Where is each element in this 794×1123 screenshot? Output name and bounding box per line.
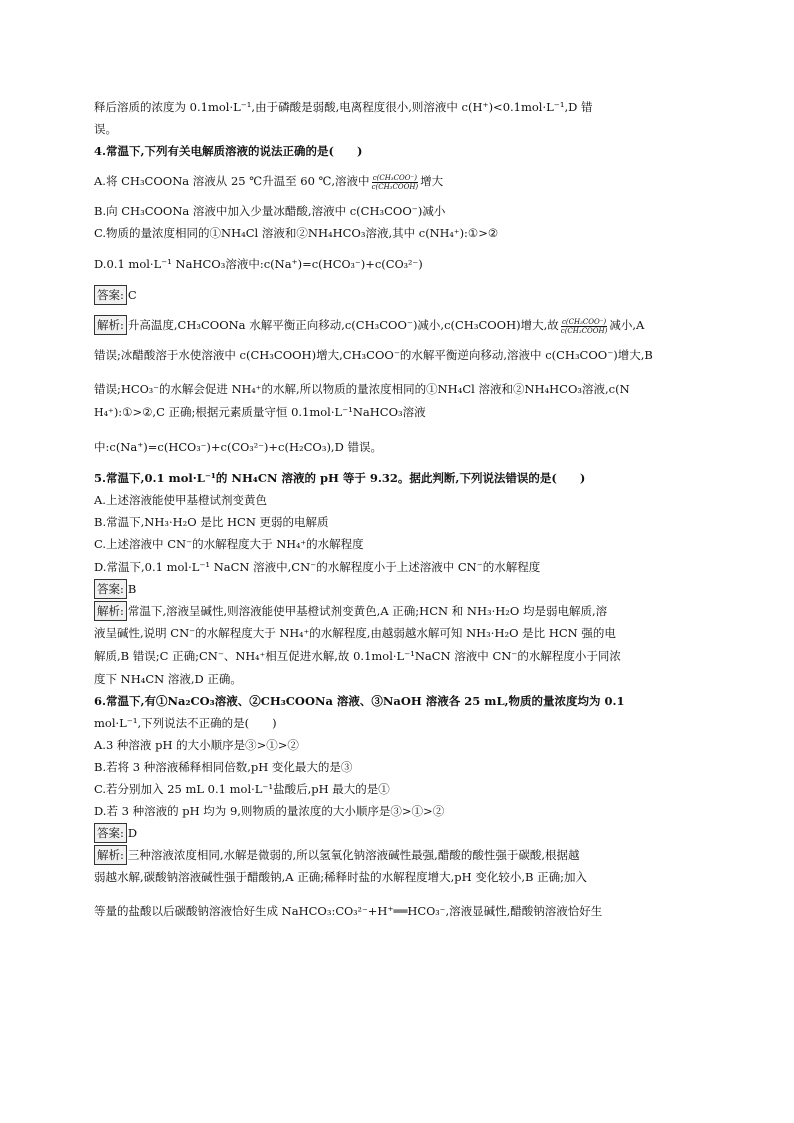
answer-6 [94,822,704,844]
explanation-5-line: 解质,B 错误;C 正确;CN⁻、NH₄⁺相互促进水解,故 0.1mol·L⁻¹NaCN 溶液中 CN⁻的水解程度小于同浓 [94,645,704,668]
answer-label: 答案: [94,823,127,843]
option-5b: B.常温下,NH₃·H₂O 是比 HCN 更弱的电解质 [94,515,329,529]
explanation-6-line: 解析: 三种溶液浓度相同,水解是微弱的,所以氢氧化钠溶液碱性最强,醋酸的酸性强于碳酸,根据越 [94,844,704,866]
option-4a: A.将 CH₃COONa 溶液从 25 ℃升温至 60 ℃,溶液中 $\frac{\text{c(CH₃COO⁻)}}{\text{c(CH₃COOH)}}$ 增大 [94,173,444,191]
answer-value: D [127,826,138,840]
ion-symbol: H₄⁺ [245,650,266,663]
explanation-4-line: 错误;冰醋酸溶于水使溶液中 c(CH₃COOH)增大,CH₃COO⁻的水解平衡逆向移动,溶液中 c(CH₃COO⁻)增大,B [94,348,653,362]
ion-symbol: H₄⁺ [286,538,307,551]
fraction: $\frac{\text{c(CH₃COO⁻)}}{\text{c(CH₃COOH)}}$ [371,173,419,191]
text-line: 释后溶质的浓度为 0.1mol·L⁻¹,由于磷酸是弱酸,电离程度很小,则溶液中 c(H⁺)<0.1mol·L⁻¹,D 错 [94,100,593,114]
option-6d: D.若 3 种溶液的 pH 均为 9,则物质的量浓度的大小顺序是③>①>② [94,804,445,818]
option-6b: B.若将 3 种溶液稀释相同倍数,pH 变化最大的是③ [94,760,353,774]
explanation-5-line: 解析: 常温下,溶液呈碱性,则溶液能使甲基橙试剂变黄色,A 正确;HCN 和 NH₃·H₂O 均是弱电解质,溶 [94,600,704,622]
explanation-4-line: 中:c(Na⁺)=c(HCO₃⁻)+c(CO₃²⁻)+c(H₂CO₃),D 错误。 [94,436,704,459]
question-5: 5.常温下,0.1 mol·L⁻¹的 NH₄CN 溶液的 pH 等于 9.32。据此判断,下列说法错误的是( ) [94,471,586,485]
question-4: 4.常温下,下列有关电解质溶液的说法正确的是( ) [94,144,363,158]
explanation-5-line: 度下 NH₄CN 溶液,D 正确。 [94,672,242,686]
explanation-label: 解析: [94,315,127,335]
option-5c: C.上述溶液中 CN⁻的水解程度大于 NH₄⁺的水解程度 [94,533,704,556]
answer-value: B [127,582,137,596]
question-6-cont: mol·L⁻¹,下列说法不正确的是( ) [94,716,277,730]
ion-symbol: H₄⁺ [94,406,114,419]
answer-label: 答案: [94,579,127,599]
explanation-label: 解析: [94,845,127,865]
answer-label: 答案: [94,285,127,305]
ion-symbol: H₄⁺ [439,227,460,240]
ion-symbol: H₄⁺ [241,383,262,396]
ion-symbol: O₃⁻ [341,258,361,271]
ion-symbol: O₃⁻ [139,383,159,396]
option-4d: D.0.1 mol·L⁻¹ NaHCO₃溶液中:c(Na⁺)=c(HCO₃⁻)+c(CO₃²⁻) [94,253,704,276]
ion-symbol: O₃⁻ [187,441,207,454]
option-6a: A.3 种溶液 pH 的大小顺序是③>①>② [94,738,299,752]
answer-5 [94,578,704,600]
ion-symbol: O₃²⁻ [240,441,264,454]
explanation-label: 解析: [94,601,127,621]
document-body [94,96,704,923]
explanation-5-line: 液呈碱性,说明 CN⁻的水解程度大于 NH₄⁺的水解程度,由越弱越水解可知 NH₃·H₂O 是比 HCN 强的电 [94,622,704,645]
explanation-6-line: 等量的盐酸以后碳酸钠溶液恰好生成 NaHCO₃:CO₃²⁻+H⁺══HCO₃⁻,溶液显碱性,醋酸钠溶液恰好生 [94,900,704,923]
option-5a: A.上述溶液能使甲基橙试剂变黄色 [94,493,267,507]
question-6: 6.常温下,有①Na₂CO₃溶液、②CH₃COONa 溶液、③NaOH 溶液各 25 mL,物质的量浓度均为 0.1 [94,694,625,708]
text-line: 误。 [94,122,117,136]
answer-value: C [127,288,137,302]
explanation-6-line: 弱越水解,碳酸钠溶液碱性强于醋酸钠,A 正确;稀释时盐的水解程度增大,pH 变化较小,B 正确;加入 [94,870,587,884]
explanation-4-line: H₄⁺):①>②,C 正确;根据元素质量守恒 0.1mol·L⁻¹NaHCO₃溶液 [94,401,704,424]
fraction: $\frac{\text{c(CH₃COO⁻)}}{\text{c(CH₃COOH)}}$ [560,317,608,335]
answer-4 [94,284,704,306]
ion-symbol: O₃²⁻ [344,905,368,918]
explanation-4-line: 解析: 升高温度,CH₃COONa 水解平衡正向移动,c(CH₃COO⁻)减小,c(CH₃COOH)增大,故 $\frac{\text{c(CH₃COO⁻)}}{\text{c(CH₃COOH)}}$ 减小,A [94,314,704,336]
option-6c: C.若分别加入 25 mL 0.1 mol·L⁻¹盐酸后,pH 最大的是① [94,782,390,796]
explanation-4-line: 错误;HCO₃⁻的水解会促进 NH₄⁺的水解,所以物质的量浓度相同的①NH₄Cl 溶液和②NH₄HCO₃溶液,c(N [94,378,704,401]
ion-symbol: O₃²⁻ [394,258,419,271]
option-4c: C.物质的量浓度相同的①NH₄Cl 溶液和②NH₄HCO₃溶液,其中 c(NH₄⁺):①>② [94,222,704,245]
ion-symbol: H₄⁺ [289,627,310,640]
option-4b: B.向 CH₃COONa 溶液中加入少量冰醋酸,溶液中 c(CH₃COO⁻)减小 [94,204,446,218]
ion-symbol: O₃⁻ [426,905,446,918]
option-5d: D.常温下,0.1 mol·L⁻¹ NaCN 溶液中,CN⁻的水解程度小于上述溶液中 CN⁻的水解程度 [94,560,541,574]
